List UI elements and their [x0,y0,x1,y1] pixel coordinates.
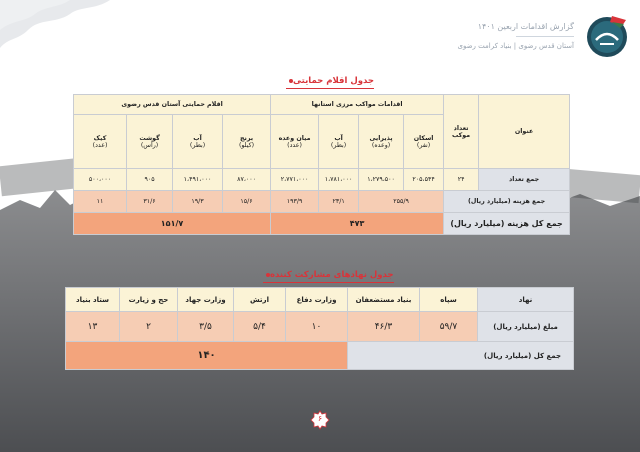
cell-count: ۸۷،۰۰۰ [223,169,271,191]
cell-count: ۱،۷۸۱،۰۰۰ [319,169,359,191]
row-label-total: جمع کل هزینه (میلیارد ریال) [444,213,570,235]
org-amount: ۳/۵ [178,312,234,342]
col-header-mawkib-count: تعداد موکب [444,95,479,169]
org-name: وزارت دفاع [286,288,348,312]
section2-underline [263,282,394,283]
participating-orgs-table [65,287,574,370]
org-amount: ۱۰ [286,312,348,342]
support-items-table [73,94,570,235]
report-title: گزارش اقدامات اربعین ۱۴۰۱ [477,22,574,31]
cell-border-total: ۴۷۳ [271,213,444,235]
org-amount: ۵/۴ [234,312,286,342]
row-label-amount: مبلغ (میلیارد ریال) [478,312,574,342]
row-label-grand-total: جمع کل (میلیارد ریال) [348,342,574,370]
cell-cost: ۱۱ [74,191,127,213]
col-header-border-1: پذیرایی (وعده) [359,115,404,169]
cell-cost: ۱۹۳/۹ [271,191,319,213]
col-header-title: عنوان [479,95,570,169]
org-amount: ۵۹/۷ [420,312,478,342]
cell-mawkib-count: ۲۴ [444,169,479,191]
cell-count: ۱،۲۷۹،۵۰۰ [359,169,404,191]
col-header-aqr-1: آب (بطر) [173,115,223,169]
col-header-border-2: آب (بطر) [319,115,359,169]
report-subtitle: آستان قدس رضوی | بنیاد کرامت رضوی [457,42,574,50]
org-amount: ۱۳ [66,312,120,342]
cell-count: ۵۰۰،۰۰۰ [74,169,127,191]
org-amount: ۲ [120,312,178,342]
page-header [372,8,632,68]
row-label-count: جمع تعداد [479,169,570,191]
row-label-cost: جمع هزینه (میلیارد ریال) [444,191,570,213]
cell-count: ۲۰۵،۵۴۴ [404,169,444,191]
org-name: بنیاد مستضعفان [348,288,420,312]
cell-aqr-total: ۱۵۱/۷ [74,213,271,235]
col-header-aqr-3: کیک (عدد) [74,115,127,169]
section1-title-text: جدول اقلام حمایتی [293,76,375,86]
page-number-text: ۶ [317,414,323,423]
brush-decoration [0,0,130,60]
group-header-aqr: اقلام حمایتی آستان قدس رضوی [74,95,271,115]
section2-title-text: جدول نهادهای مشارکت کننده [270,270,394,280]
org-name: ستاد بنیاد [66,288,120,312]
col-header-org: نهاد [478,288,574,312]
cell-cost: ۲۵۵/۹ [359,191,444,213]
cell-cost: ۱۹/۳ [173,191,223,213]
section2-title [263,270,394,280]
col-header-aqr-0: برنج (کیلو) [223,115,271,169]
cell-count: ۱،۴۹۱،۰۰۰ [173,169,223,191]
section1-underline [286,88,374,89]
org-name: ارتش [234,288,286,312]
col-header-aqr-2: گوشت (رأس) [127,115,173,169]
cell-cost: ۱۵/۶ [223,191,271,213]
cell-cost: ۲۳/۱ [319,191,359,213]
page-number [310,410,330,430]
org-name: حج و زیارت [120,288,178,312]
arbaeen-logo [582,12,632,62]
group-header-border: اقدامات مواکب مرزی استانها [271,95,444,115]
org-name: سپاه [420,288,478,312]
col-header-border-3: میان وعده (عدد) [271,115,319,169]
cell-grand-total: ۱۴۰ [66,342,348,370]
section1-title [286,76,374,86]
cell-count: ۹۰۵ [127,169,173,191]
org-amount: ۴۶/۳ [348,312,420,342]
cell-cost: ۳۱/۶ [127,191,173,213]
cell-count: ۲،۷۷۱،۰۰۰ [271,169,319,191]
col-header-border-0: اسکان (نفر) [404,115,444,169]
header-divider [516,36,574,37]
org-name: وزارت جهاد [178,288,234,312]
